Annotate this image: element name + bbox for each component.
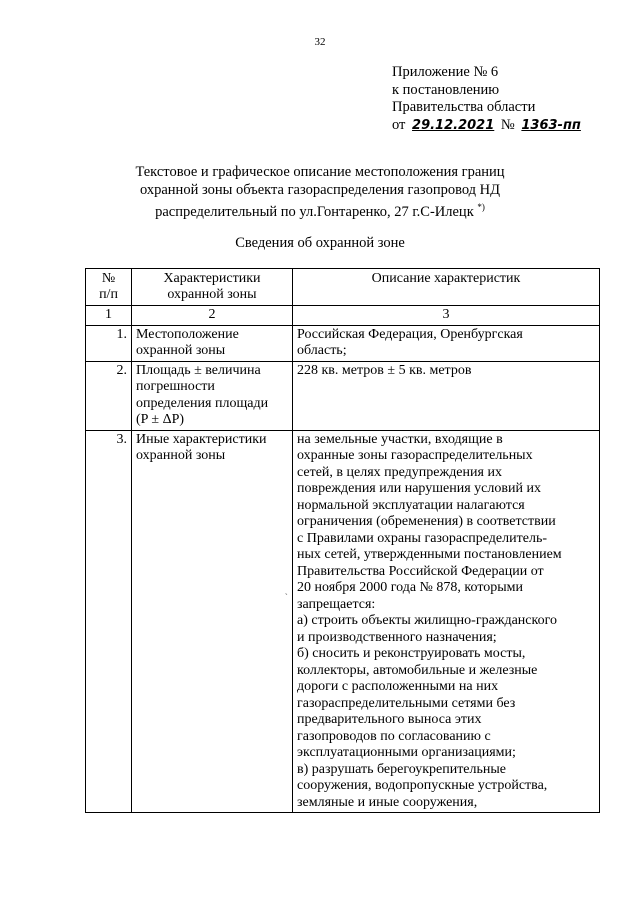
col-number: 2 [132, 306, 293, 326]
description-line: с Правилами охраны газораспределитель- [297, 530, 547, 546]
header-characteristic [132, 269, 293, 306]
description-line: запрещается: [297, 596, 376, 612]
header-desc-text: Описание характеристик [371, 271, 521, 286]
col-number: 1 [86, 306, 132, 326]
description-line: 228 кв. метров ± 5 кв. метров [297, 362, 472, 378]
row-characteristic [132, 325, 293, 361]
row-characteristic [132, 430, 293, 813]
title-line-3 [0, 199, 640, 221]
row-description [293, 430, 600, 813]
number-label: № [500, 116, 515, 133]
table-header-row [86, 269, 600, 306]
row-characteristic [132, 361, 293, 430]
description-line: Правительства Российской Федерации от [297, 563, 544, 579]
characteristic-line: охранной зоны [136, 343, 226, 358]
header-num-line-1: № [101, 271, 116, 286]
protection-zone-table [85, 268, 600, 813]
description-line: в) разрушать берегоукрепительные [297, 761, 507, 777]
description-line: ограничения (обременения) в соответствии [297, 514, 556, 529]
description-line: нормальной эксплуатации налагаются [297, 497, 525, 513]
row-number: 1. [86, 325, 132, 361]
column-number-row [86, 306, 600, 326]
characteristic-line: Площадь ± величина [136, 362, 261, 378]
description-line: сетей, в целях предупреждения их [297, 464, 502, 480]
description-line: ных сетей, утвержденными постановлением [297, 547, 562, 562]
page-number: 32 [314, 36, 326, 48]
table-row [86, 430, 600, 813]
row-description [293, 325, 600, 361]
appendix-date-line [392, 117, 584, 135]
stray-mark: ` [284, 592, 288, 604]
characteristic-line: охранной зоны [136, 448, 226, 463]
description-line: эксплуатационными организациями; [297, 745, 516, 760]
description-line: коллекторы, автомобильные и железные [297, 662, 538, 678]
description-line: предварительного выноса этих [297, 712, 482, 727]
handwritten-number: 1363-пп [521, 117, 581, 133]
appendix-block [392, 64, 584, 134]
description-line: на земельные участки, входящие в [297, 431, 503, 447]
description-line: область; [297, 343, 347, 358]
description-line: дороги с расположенными на них [297, 679, 499, 694]
row-number: 3. [86, 430, 132, 813]
description-line: Российская Федерация, Оренбургская [297, 326, 523, 342]
title-line-3-text: распределительный по ул.Гонтаренко, 27 г.С-Илецк [155, 203, 474, 220]
characteristic-line: определения площади [136, 395, 269, 411]
header-num [86, 269, 132, 306]
title-line-2: охранной зоны объекта газораспределения газопровод НД [139, 181, 501, 198]
appendix-line-2: к постановлению [392, 81, 500, 98]
characteristic-line: погрешности [136, 379, 215, 394]
description-line: сооружения, водопропускные устройства, [297, 778, 548, 793]
row-number: 2. [86, 361, 132, 430]
row-description [293, 361, 600, 430]
description-line: а) строить объекты жилищно-гражданского [297, 613, 557, 628]
section-title: Сведения об охранной зоне [235, 235, 405, 251]
characteristic-line: Иные характеристики [136, 431, 267, 447]
description-line: газопроводов по согласованию с [297, 728, 491, 744]
handwritten-date: 29.12.2021 [412, 117, 495, 133]
characteristic-line: Местоположение [136, 326, 239, 342]
description-line: газораспределительными сетями без [297, 695, 516, 711]
table-row [86, 361, 600, 430]
table-row [86, 325, 600, 361]
header-char-line-1: Характеристики [163, 271, 261, 286]
description-line: земляные и иные сооружения, [297, 794, 478, 810]
header-description [293, 269, 600, 306]
description-line: 20 ноября 2000 года № 878, которыми [297, 580, 524, 595]
from-label: от [392, 116, 406, 133]
appendix-line-1: Приложение № 6 [392, 64, 499, 80]
characteristic-line: (P ± ΔP) [136, 412, 185, 427]
header-num-line-2: п/п [99, 287, 118, 302]
description-line: повреждения или нарушения условий их [297, 481, 541, 496]
description-line: охранные зоны газораспределительных [297, 448, 533, 463]
description-line: и производственного назначения; [297, 629, 497, 645]
col-number: 3 [293, 306, 600, 326]
document-title [0, 164, 640, 221]
footnote-mark: *) [477, 202, 485, 212]
header-char-line-2: охранной зоны [167, 287, 257, 302]
description-line: б) сносить и реконструировать мосты, [297, 646, 526, 661]
title-line-1: Текстовое и графическое описание местоположения границ [135, 164, 505, 180]
appendix-line-3: Правительства области [392, 99, 536, 115]
